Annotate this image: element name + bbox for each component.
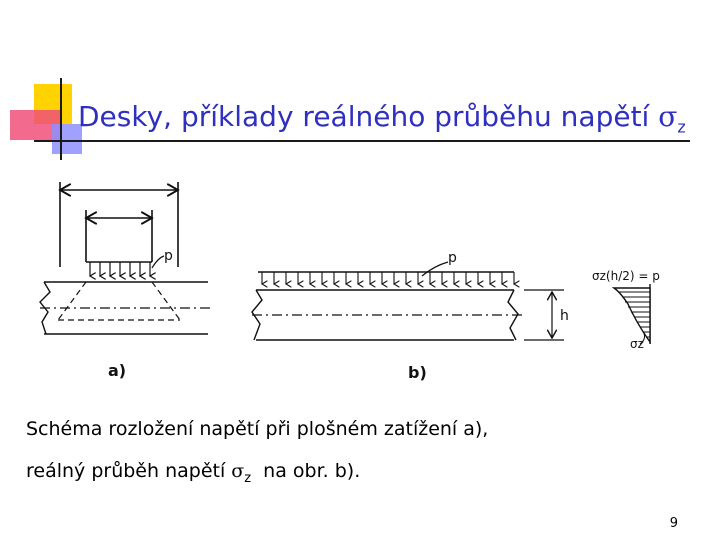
stress-bottom-label: σz: [630, 337, 644, 351]
label-b: b): [408, 363, 427, 382]
load-label-b: p: [448, 250, 457, 266]
height-label: h: [560, 308, 569, 324]
stress-top-label: σz(h/2) = p: [592, 269, 660, 283]
plate-stress-figure: [30, 172, 680, 387]
slide-title-text: Desky, příklady reálného průběhu napětí: [78, 100, 659, 133]
diagram-b: [252, 262, 564, 340]
page-number: 9: [669, 516, 678, 531]
caption-line-2-tail: na obr. b).: [251, 460, 361, 482]
caption-line-2: [26, 460, 360, 486]
load-label-a: p: [164, 248, 173, 264]
diagram-a: [40, 182, 212, 334]
caption-line-1: Schéma rozložení napětí při plošném zatížení a),: [26, 418, 489, 440]
label-a: a): [108, 361, 127, 380]
caption-line-2-text: reálný průběh napětí: [26, 460, 232, 482]
sigma-subscript: z: [677, 117, 686, 137]
sigma-symbol: σ: [658, 100, 678, 133]
decor-vertical-line: [60, 78, 62, 160]
slide-title: [78, 100, 686, 137]
stress-distribution-graph: [614, 284, 650, 344]
caption-sigma-symbol: σ: [231, 460, 245, 482]
title-underline: [34, 140, 690, 142]
caption-sigma-subscript: z: [244, 470, 252, 486]
